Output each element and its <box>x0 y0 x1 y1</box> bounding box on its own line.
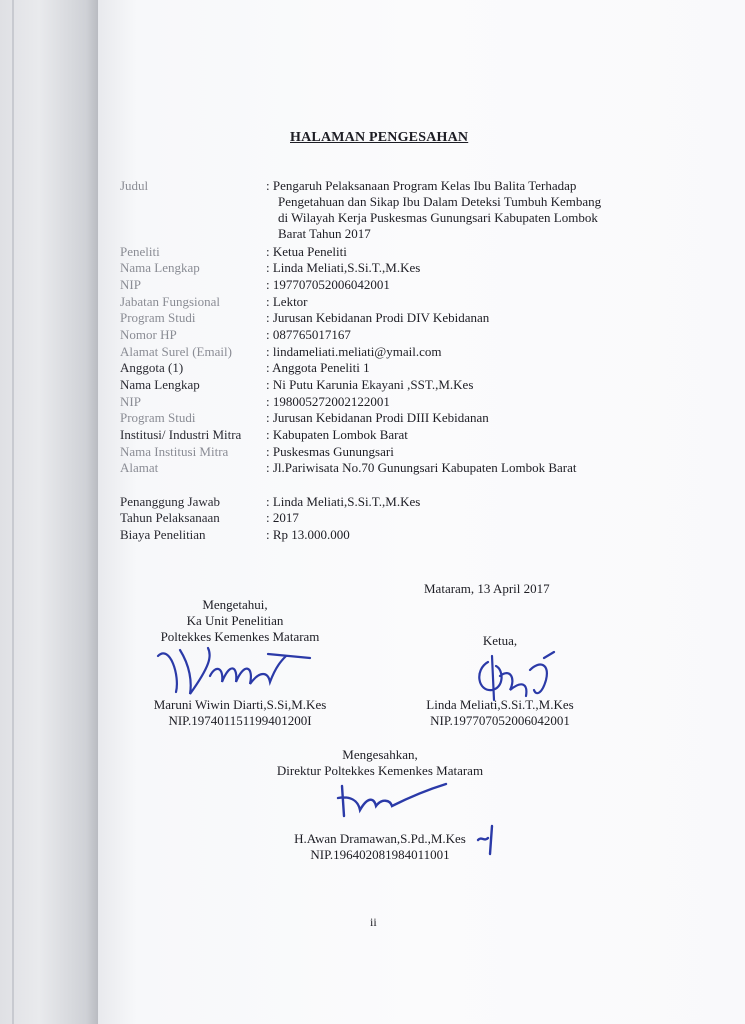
field-value-email: : lindameliati.meliati@ymail.com <box>266 344 442 359</box>
field-label-anggota: Anggota (1) <box>120 360 184 375</box>
field-value-nip-anggota: : 198005272002122001 <box>266 394 390 409</box>
field-label-institusi-mitra: Institusi/ Industri Mitra <box>120 427 242 442</box>
field-label-nama-lengkap-anggota: Nama Lengkap <box>120 377 200 392</box>
field-value-judul: : Pengaruh Pelaksanaan Program Kelas Ibu Balita Terhadap Pengetahuan dan Sikap Ibu Dalam Deteksi Tumbuh Kembang di Wilayah Kerja Puskesmas Gunungsari Kabupaten Lombok Barat Tahun 2017 <box>266 178 602 241</box>
binding-edge <box>12 0 14 1024</box>
left-signatory-name: Maruni Wiwin Diarti,S.Si,M.Kes <box>153 697 327 712</box>
page-number: ii <box>370 915 377 929</box>
right-signatory-name: Linda Meliati,S.Si.T.,M.Kes <box>426 697 574 712</box>
field-value-nama-lengkap-anggota: : Ni Putu Karunia Ekayani ,SST.,M.Kes <box>266 377 474 392</box>
field-value-program-studi: : Jurusan Kebidanan Prodi DIV Kebidanan <box>266 310 490 325</box>
field-value-jabatan: : Lektor <box>266 294 308 309</box>
field-value-biaya: : Rp 13.000.000 <box>266 527 350 542</box>
field-label-nip-anggota: NIP <box>120 394 141 409</box>
field-label-email: Alamat Surel (Email) <box>120 344 232 359</box>
field-label-penanggung-jawab: Penanggung Jawab <box>120 494 221 509</box>
field-label-tahun: Tahun Pelaksanaan <box>120 510 220 525</box>
field-value-penanggung-jawab: : Linda Meliati,S.Si.T.,M.Kes <box>266 494 421 509</box>
field-label-nama-lengkap: Nama Lengkap <box>120 260 200 275</box>
field-label-jabatan: Jabatan Fungsional <box>120 294 221 309</box>
field-value-alamat: : Jl.Pariwisata No.70 Gunungsari Kabupaten Lombok Barat <box>266 460 577 475</box>
bottom-signatory-line2: Direktur Poltekkes Kemenkes Mataram <box>276 763 484 778</box>
field-value-program-studi-anggota: : Jurusan Kebidanan Prodi DIII Kebidanan <box>266 410 489 425</box>
right-signatory-nip: NIP.197707052006042001 <box>430 713 570 728</box>
bottom-signatory-line1: Mengesahkan, <box>342 747 418 762</box>
bottom-signatory-name: H.Awan Dramawan,S.Pd.,M.Kes <box>294 831 466 846</box>
field-label-nip: NIP <box>120 277 141 292</box>
field-label-program-studi-anggota: Program Studi <box>120 410 196 425</box>
field-label-alamat: Alamat <box>120 460 159 475</box>
field-value-nomor-hp: : 087765017167 <box>266 327 351 342</box>
field-value-nip: : 197707052006042001 <box>266 277 390 292</box>
field-label-nomor-hp: Nomor HP <box>120 327 177 342</box>
field-value-anggota: : Anggota Peneliti 1 <box>266 360 370 375</box>
bottom-signatory-nip: NIP.196402081984011001 <box>310 847 450 862</box>
book-binding <box>0 0 98 1024</box>
left-signatory-nip: NIP.197401151199401200I <box>168 713 312 728</box>
field-label-judul: Judul <box>120 178 149 193</box>
field-value-peneliti: : Ketua Peneliti <box>266 244 347 259</box>
left-signature <box>150 636 320 700</box>
left-signatory-line1: Mengetahui, <box>202 597 268 612</box>
right-signatory-line1: Ketua, <box>482 633 518 648</box>
field-label-biaya: Biaya Penelitian <box>120 527 206 542</box>
page-title: HALAMAN PENGESAHAN <box>290 130 469 145</box>
bottom-signature <box>330 776 450 824</box>
left-signatory-line3: Poltekkes Kemenkes Mataram <box>160 629 320 644</box>
field-value-nama-lengkap: : Linda Meliati,S.Si.T.,M.Kes <box>266 260 421 275</box>
left-signatory-line2: Ka Unit Penelitian <box>186 613 284 628</box>
field-value-institusi-mitra: : Kabupaten Lombok Barat <box>266 427 408 442</box>
field-label-program-studi: Program Studi <box>120 310 196 325</box>
place-date: Mataram, 13 April 2017 <box>424 581 550 596</box>
field-label-nama-institusi: Nama Institusi Mitra <box>120 444 229 459</box>
field-value-nama-institusi: : Puskesmas Gunungsari <box>266 444 394 459</box>
field-label-peneliti: Peneliti <box>120 244 160 259</box>
field-value-tahun: : 2017 <box>266 510 299 525</box>
